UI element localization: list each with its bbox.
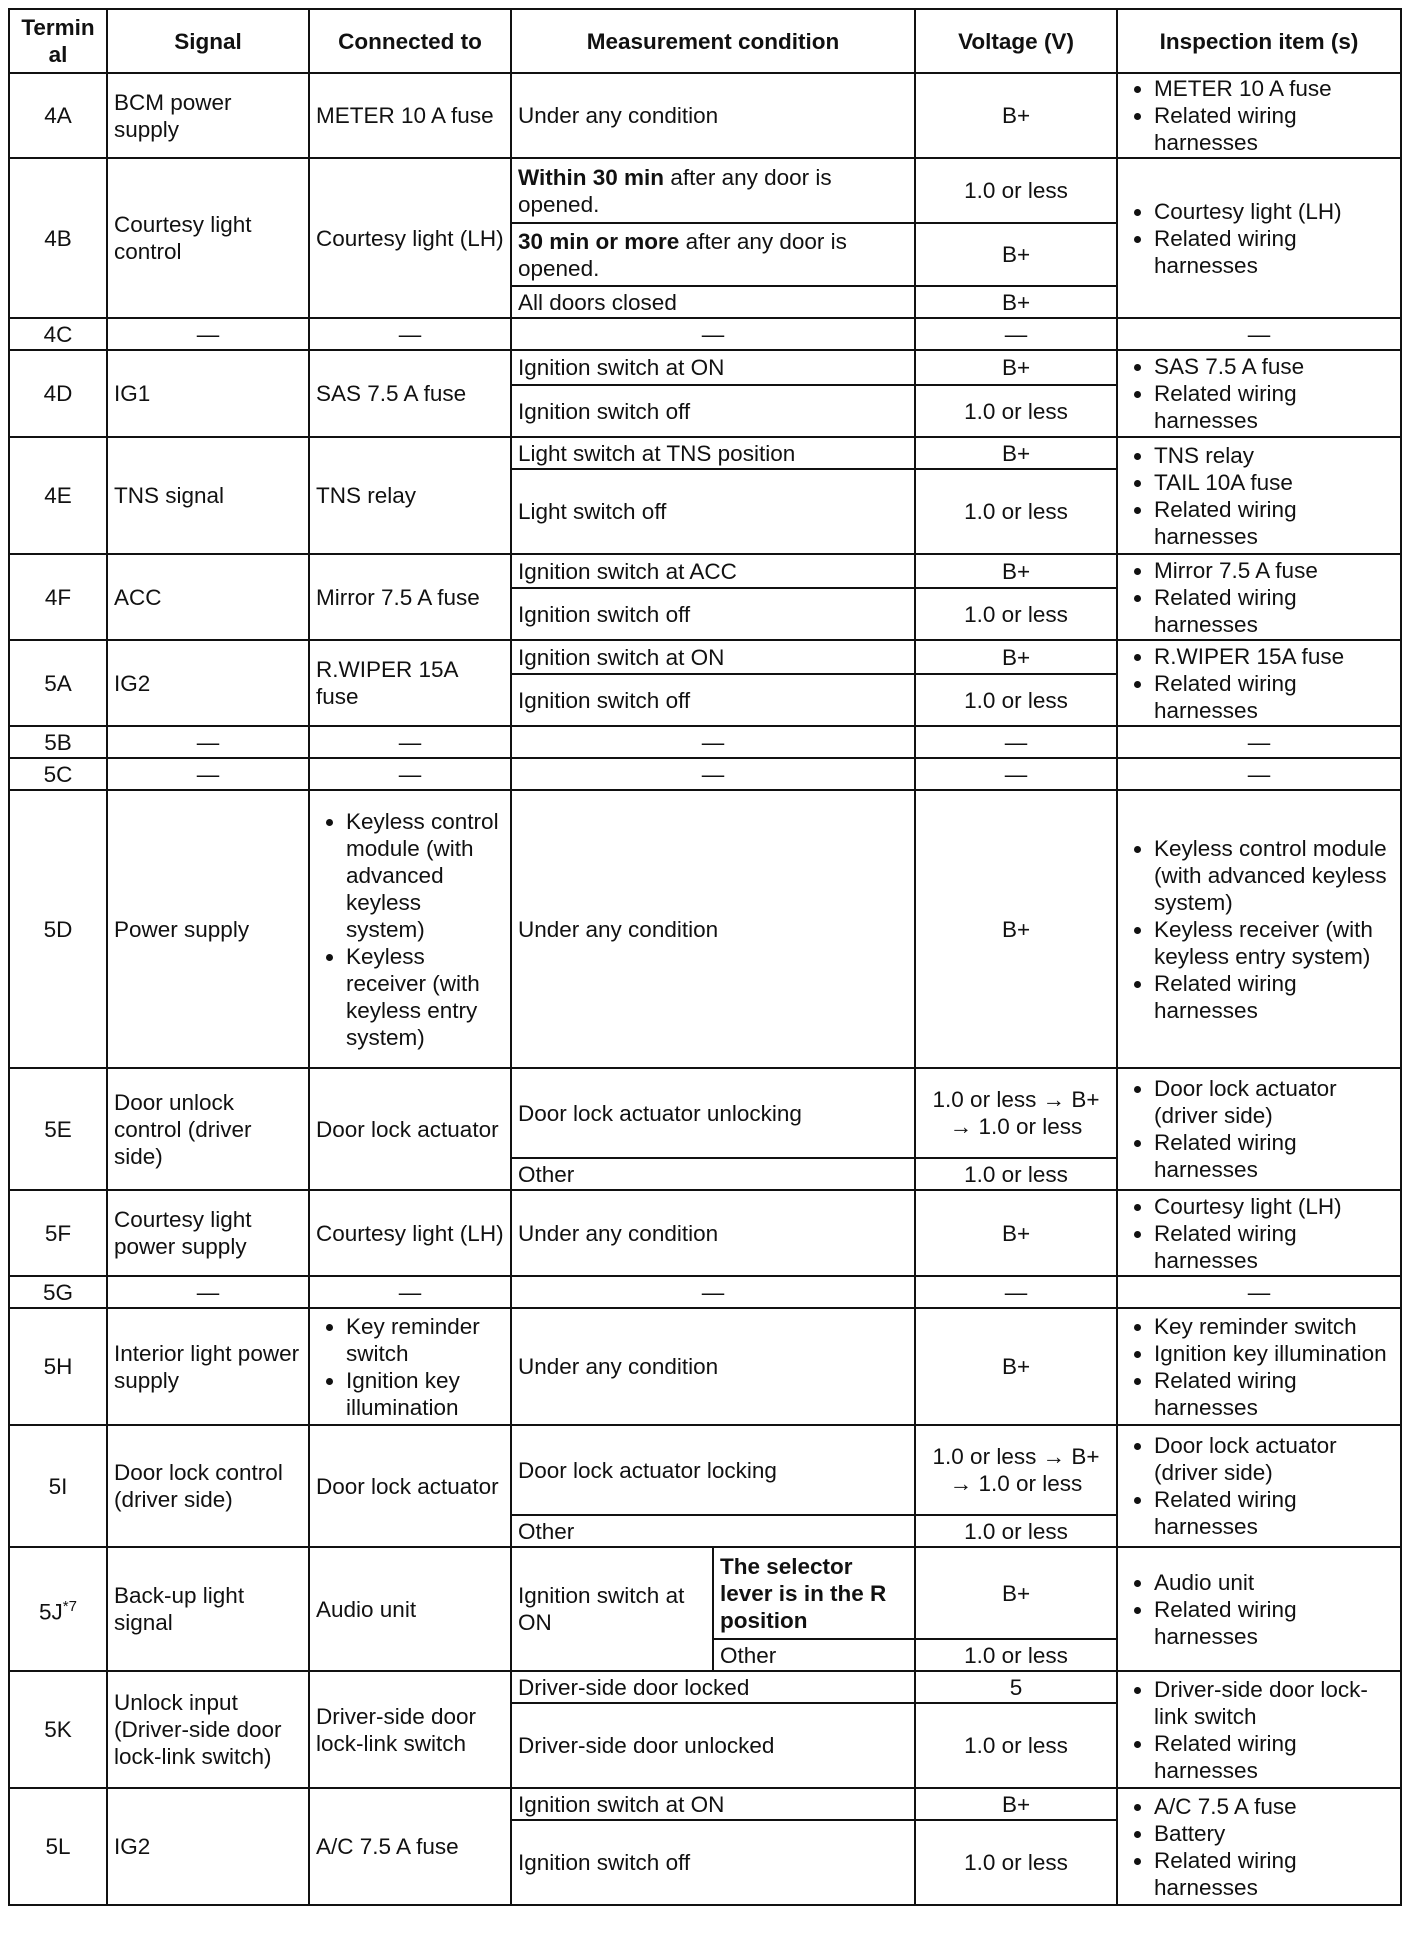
voltage-cell: 1.0 or less	[915, 1515, 1117, 1547]
header-signal: Signal	[107, 9, 309, 73]
condition-cell: Under any condition	[511, 73, 915, 158]
condition-cell: All doors closed	[511, 286, 915, 318]
voltage-cell: 1.0 or less	[915, 588, 1117, 640]
signal-cell: IG2	[107, 640, 309, 726]
inspection-cell	[1117, 790, 1401, 1068]
signal-cell: Courtesy light control	[107, 158, 309, 318]
condition-cell: Ignition switch off	[511, 674, 915, 726]
inspection-cell	[1117, 1547, 1401, 1671]
voltage-cell: B+	[915, 286, 1117, 318]
header-row	[9, 9, 1401, 73]
inspection-item: • Related wiring harnesses	[1154, 1730, 1394, 1784]
inspection-cell	[1117, 1788, 1401, 1905]
table-row	[9, 1547, 1401, 1639]
table-row	[9, 726, 1401, 758]
footnote-mark: *7	[62, 1597, 77, 1615]
table-row	[9, 758, 1401, 790]
connected-item: • Key reminder switch	[346, 1313, 504, 1367]
condition-emphasis: 30 min or more	[518, 228, 680, 254]
inspection-item: • Related wiring harnesses	[1154, 970, 1394, 1024]
empty-dash: —	[511, 1276, 915, 1308]
signal-cell: Interior light power supply	[107, 1308, 309, 1425]
header-measurement-condition: Measurement condition	[511, 9, 915, 73]
condition-cell: Under any condition	[511, 1308, 915, 1425]
condition-cell: Ignition switch at ON	[511, 1547, 713, 1671]
table-row	[9, 1308, 1401, 1425]
table-row	[9, 350, 1401, 385]
inspection-cell	[1117, 350, 1401, 437]
signal-cell: TNS signal	[107, 437, 309, 554]
voltage-cell: B+	[915, 640, 1117, 674]
inspection-item: • Related wiring harnesses	[1154, 1596, 1394, 1650]
terminal-cell: 4D	[9, 350, 107, 437]
terminal-cell	[9, 1547, 107, 1671]
empty-dash: —	[511, 318, 915, 350]
terminal-cell: 5H	[9, 1308, 107, 1425]
table-row	[9, 73, 1401, 158]
table-row	[9, 1276, 1401, 1308]
terminal-voltage-table	[8, 8, 1402, 1906]
voltage-cell: B+	[915, 73, 1117, 158]
empty-dash: —	[1117, 1276, 1401, 1308]
inspection-item: • Related wiring harnesses	[1154, 225, 1394, 279]
connected-cell: Audio unit	[309, 1547, 511, 1671]
inspection-item: • Ignition key illumination	[1154, 1340, 1394, 1367]
terminal-cell: 4F	[9, 554, 107, 640]
voltage-cell: B+	[915, 350, 1117, 385]
empty-dash: —	[915, 758, 1117, 790]
table-row	[9, 1068, 1401, 1158]
empty-dash: —	[1117, 318, 1401, 350]
signal-cell: ACC	[107, 554, 309, 640]
signal-cell: Door lock control (driver side)	[107, 1425, 309, 1547]
terminal-label: 5J	[39, 1599, 63, 1625]
signal-cell: Courtesy light power supply	[107, 1190, 309, 1276]
header-terminal: Termin al	[9, 9, 107, 73]
terminal-cell: 5L	[9, 1788, 107, 1905]
inspection-cell	[1117, 158, 1401, 318]
signal-cell: Power supply	[107, 790, 309, 1068]
inspection-item: • Courtesy light (LH)	[1154, 1193, 1394, 1220]
voltage-cell: B+	[915, 223, 1117, 286]
terminal-voltage-document	[8, 8, 1400, 1906]
condition-text: after any door is opened.	[518, 228, 847, 281]
empty-dash: —	[309, 758, 511, 790]
inspection-cell	[1117, 437, 1401, 554]
table-row	[9, 554, 1401, 588]
terminal-cell: 5K	[9, 1671, 107, 1788]
condition-cell: Ignition switch at ON	[511, 640, 915, 674]
inspection-item: • TNS relay	[1154, 442, 1394, 469]
inspection-item: • Related wiring harnesses	[1154, 496, 1394, 550]
empty-dash: —	[309, 318, 511, 350]
header-voltage: Voltage (V)	[915, 9, 1117, 73]
voltage-cell: 1.0 or less	[915, 1703, 1117, 1788]
inspection-cell	[1117, 1671, 1401, 1788]
condition-cell	[511, 158, 915, 223]
condition-cell: Other	[511, 1158, 915, 1190]
voltage-cell: 1.0 or less	[915, 1639, 1117, 1671]
empty-dash: —	[107, 318, 309, 350]
inspection-item: • Related wiring harnesses	[1154, 584, 1394, 638]
connected-cell: SAS 7.5 A fuse	[309, 350, 511, 437]
inspection-cell	[1117, 1425, 1401, 1547]
inspection-item: • Related wiring harnesses	[1154, 1847, 1394, 1901]
empty-dash: —	[915, 1276, 1117, 1308]
condition-cell: Driver-side door locked	[511, 1671, 915, 1703]
inspection-item: • Key reminder switch	[1154, 1313, 1394, 1340]
inspection-item: • Courtesy light (LH)	[1154, 198, 1394, 225]
condition-emphasis: Within 30 min	[518, 164, 665, 190]
inspection-item: • Related wiring harnesses	[1154, 1367, 1394, 1421]
inspection-item: • SAS 7.5 A fuse	[1154, 353, 1394, 380]
connected-cell: A/C 7.5 A fuse	[309, 1788, 511, 1905]
terminal-cell: 4C	[9, 318, 107, 350]
inspection-item: • Related wiring harnesses	[1154, 380, 1394, 434]
connected-cell	[309, 790, 511, 1068]
inspection-item: • Audio unit	[1154, 1569, 1394, 1596]
sub-condition-cell: The selector lever is in the R position	[713, 1547, 915, 1639]
inspection-cell	[1117, 1190, 1401, 1276]
empty-dash: —	[511, 758, 915, 790]
voltage-cell: 1.0 or less	[915, 469, 1117, 554]
condition-cell: Ignition switch at ACC	[511, 554, 915, 588]
condition-cell: Door lock actuator locking	[511, 1425, 915, 1515]
table-row	[9, 1190, 1401, 1276]
empty-dash: —	[309, 726, 511, 758]
connected-item: • Ignition key illumination	[346, 1367, 504, 1421]
voltage-cell: B+	[915, 1547, 1117, 1639]
table-row	[9, 318, 1401, 350]
inspection-item: • Related wiring harnesses	[1154, 1129, 1394, 1183]
empty-dash: —	[915, 726, 1117, 758]
terminal-cell: 5F	[9, 1190, 107, 1276]
table-row	[9, 1671, 1401, 1703]
terminal-cell: 4A	[9, 73, 107, 158]
inspection-item: • Door lock actuator (driver side)	[1154, 1432, 1394, 1486]
table-row	[9, 437, 1401, 469]
condition-cell: Light switch at TNS position	[511, 437, 915, 469]
voltage-cell: 1.0 or less → B+ → 1.0 or less	[915, 1425, 1117, 1515]
inspection-item: • Mirror 7.5 A fuse	[1154, 557, 1394, 584]
inspection-cell	[1117, 73, 1401, 158]
inspection-cell	[1117, 1068, 1401, 1190]
inspection-item: • Door lock actuator (driver side)	[1154, 1075, 1394, 1129]
terminal-cell: 5I	[9, 1425, 107, 1547]
terminal-cell: 4E	[9, 437, 107, 554]
condition-cell	[511, 223, 915, 286]
sub-condition-cell: Other	[713, 1639, 915, 1671]
inspection-item: • METER 10 A fuse	[1154, 75, 1394, 102]
voltage-cell: 1.0 or less	[915, 674, 1117, 726]
table-row	[9, 1788, 1401, 1820]
voltage-cell: 1.0 or less	[915, 158, 1117, 223]
connected-cell: TNS relay	[309, 437, 511, 554]
header-inspection-items: Inspection item (s)	[1117, 9, 1401, 73]
inspection-item: • Keyless receiver (with keyless entry system)	[1154, 916, 1394, 970]
inspection-item: • R.WIPER 15A fuse	[1154, 643, 1394, 670]
condition-cell: Driver-side door unlocked	[511, 1703, 915, 1788]
terminal-cell: 4B	[9, 158, 107, 318]
voltage-cell: 1.0 or less	[915, 385, 1117, 437]
empty-dash: —	[309, 1276, 511, 1308]
condition-cell: Door lock actuator unlocking	[511, 1068, 915, 1158]
empty-dash: —	[107, 758, 309, 790]
connected-cell: R.WIPER 15A fuse	[309, 640, 511, 726]
empty-dash: —	[107, 726, 309, 758]
inspection-item: • Keyless control module (with advanced keyless system)	[1154, 835, 1394, 916]
connected-cell: Driver-side door lock-link switch	[309, 1671, 511, 1788]
inspection-item: • Battery	[1154, 1820, 1394, 1847]
connected-cell: Courtesy light (LH)	[309, 1190, 511, 1276]
condition-cell: Ignition switch off	[511, 385, 915, 437]
voltage-cell: B+	[915, 437, 1117, 469]
signal-cell: BCM power supply	[107, 73, 309, 158]
connected-cell: METER 10 A fuse	[309, 73, 511, 158]
inspection-item: • TAIL 10A fuse	[1154, 469, 1394, 496]
table-row	[9, 640, 1401, 674]
condition-cell: Ignition switch off	[511, 588, 915, 640]
table-row	[9, 1425, 1401, 1515]
terminal-cell: 5G	[9, 1276, 107, 1308]
connected-item: • Keyless receiver (with keyless entry system)	[346, 943, 504, 1051]
table-row	[9, 790, 1401, 1068]
empty-dash: —	[915, 318, 1117, 350]
inspection-cell	[1117, 554, 1401, 640]
voltage-cell: 1.0 or less	[915, 1820, 1117, 1905]
connected-cell: Courtesy light (LH)	[309, 158, 511, 318]
inspection-item: • Driver-side door lock-link switch	[1154, 1676, 1394, 1730]
inspection-item: • Related wiring harnesses	[1154, 1220, 1394, 1274]
empty-dash: —	[107, 1276, 309, 1308]
condition-cell: Ignition switch at ON	[511, 1788, 915, 1820]
terminal-cell: 5A	[9, 640, 107, 726]
terminal-cell: 5B	[9, 726, 107, 758]
voltage-cell: B+	[915, 554, 1117, 588]
connected-cell: Door lock actuator	[309, 1068, 511, 1190]
terminal-cell: 5D	[9, 790, 107, 1068]
inspection-cell	[1117, 640, 1401, 726]
terminal-cell: 5E	[9, 1068, 107, 1190]
voltage-cell: B+	[915, 790, 1117, 1068]
empty-dash: —	[511, 726, 915, 758]
signal-cell: Door unlock control (driver side)	[107, 1068, 309, 1190]
voltage-cell: 5	[915, 1671, 1117, 1703]
table-row	[9, 158, 1401, 223]
inspection-item: • Related wiring harnesses	[1154, 102, 1394, 156]
inspection-item: • Related wiring harnesses	[1154, 1486, 1394, 1540]
condition-cell: Ignition switch off	[511, 1820, 915, 1905]
condition-cell: Light switch off	[511, 469, 915, 554]
connected-cell: Mirror 7.5 A fuse	[309, 554, 511, 640]
connected-cell: Door lock actuator	[309, 1425, 511, 1547]
signal-cell: IG1	[107, 350, 309, 437]
condition-cell: Ignition switch at ON	[511, 350, 915, 385]
connected-cell	[309, 1308, 511, 1425]
voltage-cell: B+	[915, 1190, 1117, 1276]
connected-item: • Keyless control module (with advanced keyless system)	[346, 808, 504, 943]
inspection-item: • A/C 7.5 A fuse	[1154, 1793, 1394, 1820]
terminal-cell: 5C	[9, 758, 107, 790]
condition-cell: Under any condition	[511, 1190, 915, 1276]
signal-cell: IG2	[107, 1788, 309, 1905]
voltage-cell: B+	[915, 1308, 1117, 1425]
voltage-cell: 1.0 or less	[915, 1158, 1117, 1190]
voltage-cell: 1.0 or less → B+ → 1.0 or less	[915, 1068, 1117, 1158]
empty-dash: —	[1117, 758, 1401, 790]
signal-cell: Unlock input (Driver-side door lock-link switch)	[107, 1671, 309, 1788]
empty-dash: —	[1117, 726, 1401, 758]
condition-cell: Other	[511, 1515, 915, 1547]
condition-cell: Under any condition	[511, 790, 915, 1068]
inspection-cell	[1117, 1308, 1401, 1425]
header-connected-to: Connected to	[309, 9, 511, 73]
signal-cell: Back-up light signal	[107, 1547, 309, 1671]
voltage-cell: B+	[915, 1788, 1117, 1820]
inspection-item: • Related wiring harnesses	[1154, 670, 1394, 724]
condition-text: after any door is opened.	[518, 164, 832, 217]
